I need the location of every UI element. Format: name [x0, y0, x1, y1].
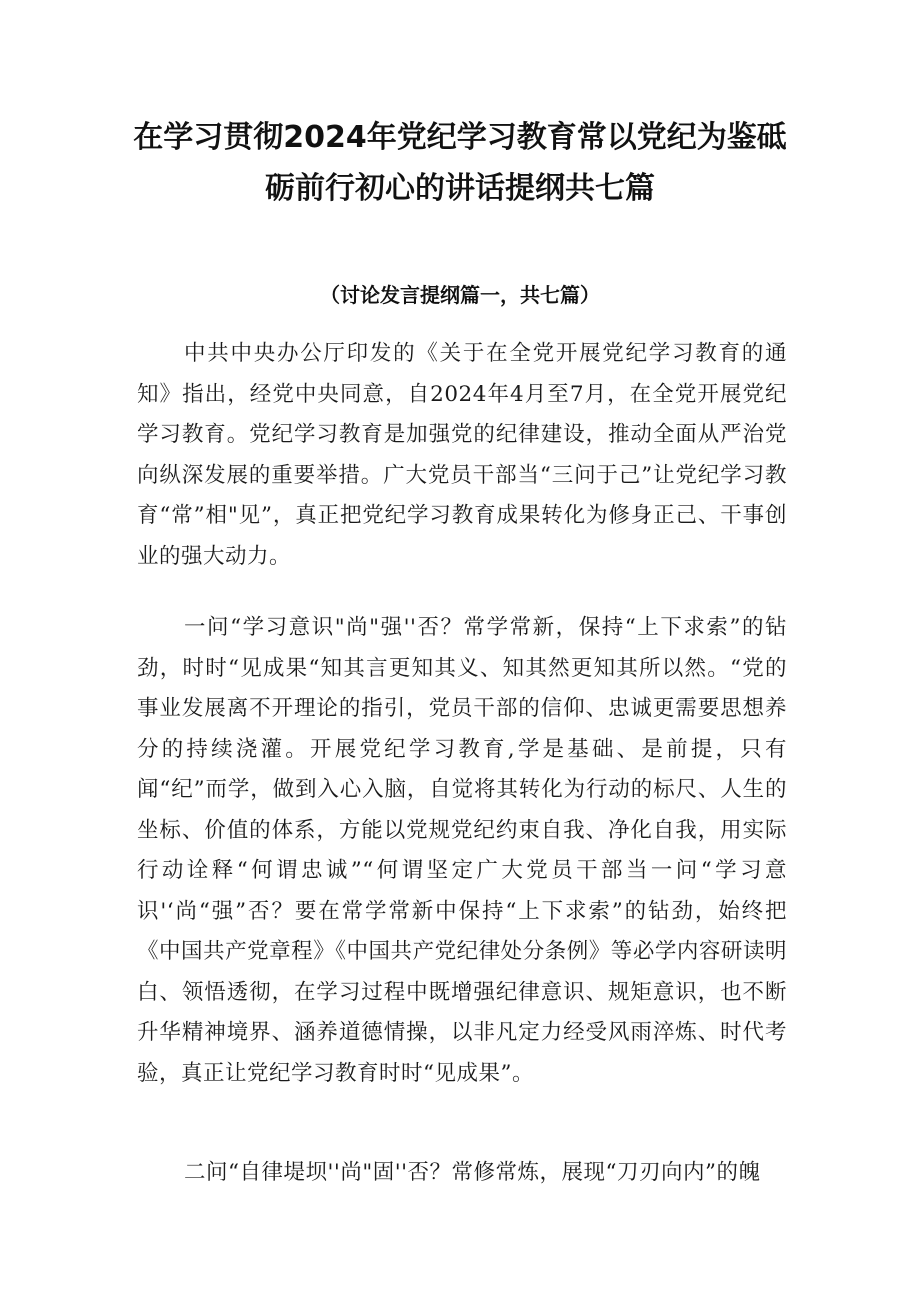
- document-title: 在学习贯彻2024年党纪学习教育常以党纪为鉴砥砺前行初心的讲话提纲共七篇: [133, 120, 787, 206]
- paragraph-1: 中共中央办公厅印发的《关于在全党开展党纪学习教育的通知》指出，经党中央同意，自2024年4月至7月，在全党开展党纪学习教育。党纪学习教育是加强党的纪律建设，推动全面从严治党向纵深发展的重要举措。广大党员干部当“三问于己”让党纪学习教育“常”相"见”，真正把党纪学习教育成果转化为修身正己、干事创业的强大动力。: [137, 341, 787, 569]
- paragraph-3: 二问“自律堤坝''尚"固''否？常修常炼，展现“刀刃向内”的魄: [184, 1160, 761, 1185]
- paragraph-2: 一问“学习意识"尚"强''否？常学常新，保持“上下求索”的钻劲，时时“见成果“知其言更知其义、知其然更知其所以然。“党的事业发展离不开理论的指引，党员干部的信仰、忠诚更需要思想养分的持续浇灌。开展党纪学习教育,学是基础、是前提，只有闻“纪”而学，做到入心入脑，自觉将其转化为行动的标尺、人生的坐标、价值的体系，方能以党规党纪约束自我、净化自我，用实际行动诠释“何谓忠诚”“何谓坚定广大党员干部当一问“学习意识'‘尚“强”否？要在常学常新中保持“上下求索”的钻劲，始终把《中国共产党章程》《中国共产党纪律处分条例》等必学内容研读明白、领悟透彻，在学习过程中既增强纪律意识、规矩意识，也不断升华精神境界、涵养道德情操，以非凡定力经受风雨淬炼、时代考验，真正让党纪学习教育时时“见成果”。: [137, 615, 787, 1086]
- document-subtitle: （讨论发言提纲篇一，共七篇）: [320, 283, 600, 307]
